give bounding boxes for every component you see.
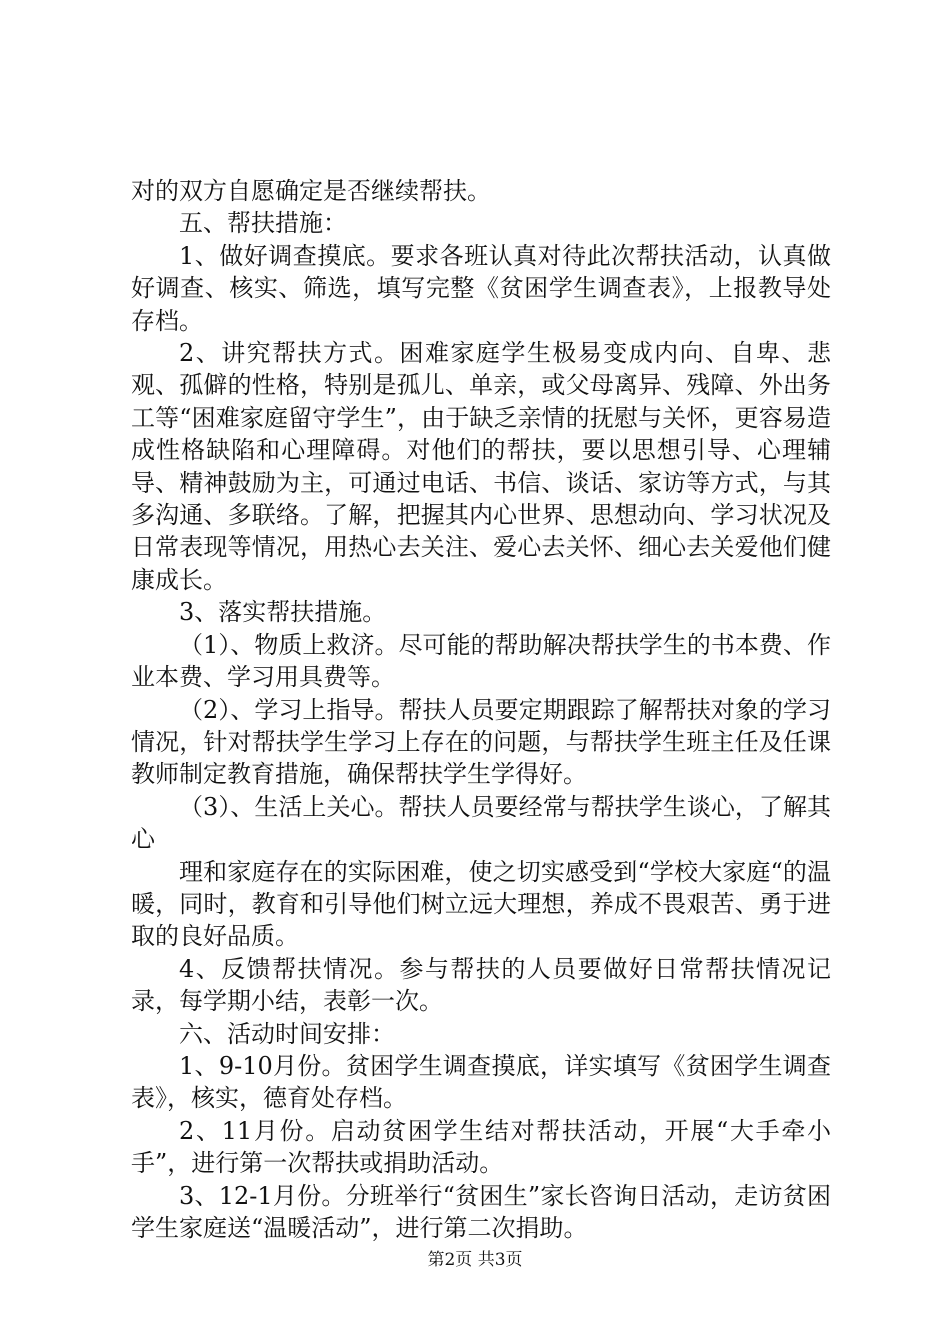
paragraph-schedule-1: 1、9-10月份。贫困学生调查摸底，详实填写《贫困学生调查表》，核实，德育处存档。 [131,1051,831,1113]
paragraph-feedback: 4、反馈帮扶情况。参与帮扶的人员要做好日常帮扶情况记录，每学期小结，表彰一次。 [131,954,831,1016]
section-heading-schedule: 六、活动时间安排： [179,1019,395,1048]
paragraph-method: 2、讲究帮扶方式。困难家庭学生极易变成内向、自卑、悲观、孤僻的性格，特别是孤儿、单亲，或父母离异、残障、外出务工等“困难家庭留守学生”，由于缺乏亲情的抚慰与关怀，更容易造成性格缺陷和心理障碍。对他们的帮扶，要以思想引导、心理辅导、精神鼓励为主，可通过电话、书信、谈话、家访等方式，与其多沟通、多联络。了解，把握其内心世界、思想动向、学习状况及日常表现等情况，用热心去关注、爱心去关怀、细心去关爱他们健康成长。 [131,339,831,594]
paragraph-schedule-2: 2、11月份。启动贫困学生结对帮扶活动，开展“大手牵小手”，进行第一次帮扶或捐助活动。 [131,1116,831,1178]
paragraph-material: （1）、物质上救济。尽可能的帮助解决帮扶学生的书本费、作业本费、学习用具费等。 [131,630,831,692]
paragraph-study: （2）、学习上指导。帮扶人员要定期跟踪了解帮扶对象的学习情况，针对帮扶学生学习上存在的问题，与帮扶学生班主任及任课教师制定教育措施，确保帮扶学生学得好。 [131,695,831,789]
document-body [131,175,831,1244]
page-number: 第2页 共3页 [427,1250,523,1270]
paragraph-life: （3）、生活上关心。帮扶人员要经常与帮扶学生谈心，了解其心 [131,792,831,854]
paragraph-schedule-3: 3、12-1月份。分班举行“贫困生”家长咨询日活动，走访贫困学生家庭送“温暖活动”，进行第二次捐助。 [131,1181,831,1242]
section-heading-measures: 五、帮扶措施： [179,209,347,238]
paragraph-implement: 3、落实帮扶措施。 [179,598,387,627]
paragraph-life-continued: 理和家庭存在的实际困难，使之切实感受到“学校大家庭“的温暖，同时，教育和引导他们树立远大理想，养成不畏艰苦、勇于进取的良好品质。 [131,857,831,951]
paragraph-survey: 1、做好调查摸底。要求各班认真对待此次帮扶活动，认真做好调查、核实、筛选，填写完整《贫困学生调查表》，上报教导处存档。 [131,241,831,335]
page-footer [0,1245,950,1270]
paragraph-1: 对的双方自愿确定是否继续帮扶。 [131,177,491,205]
